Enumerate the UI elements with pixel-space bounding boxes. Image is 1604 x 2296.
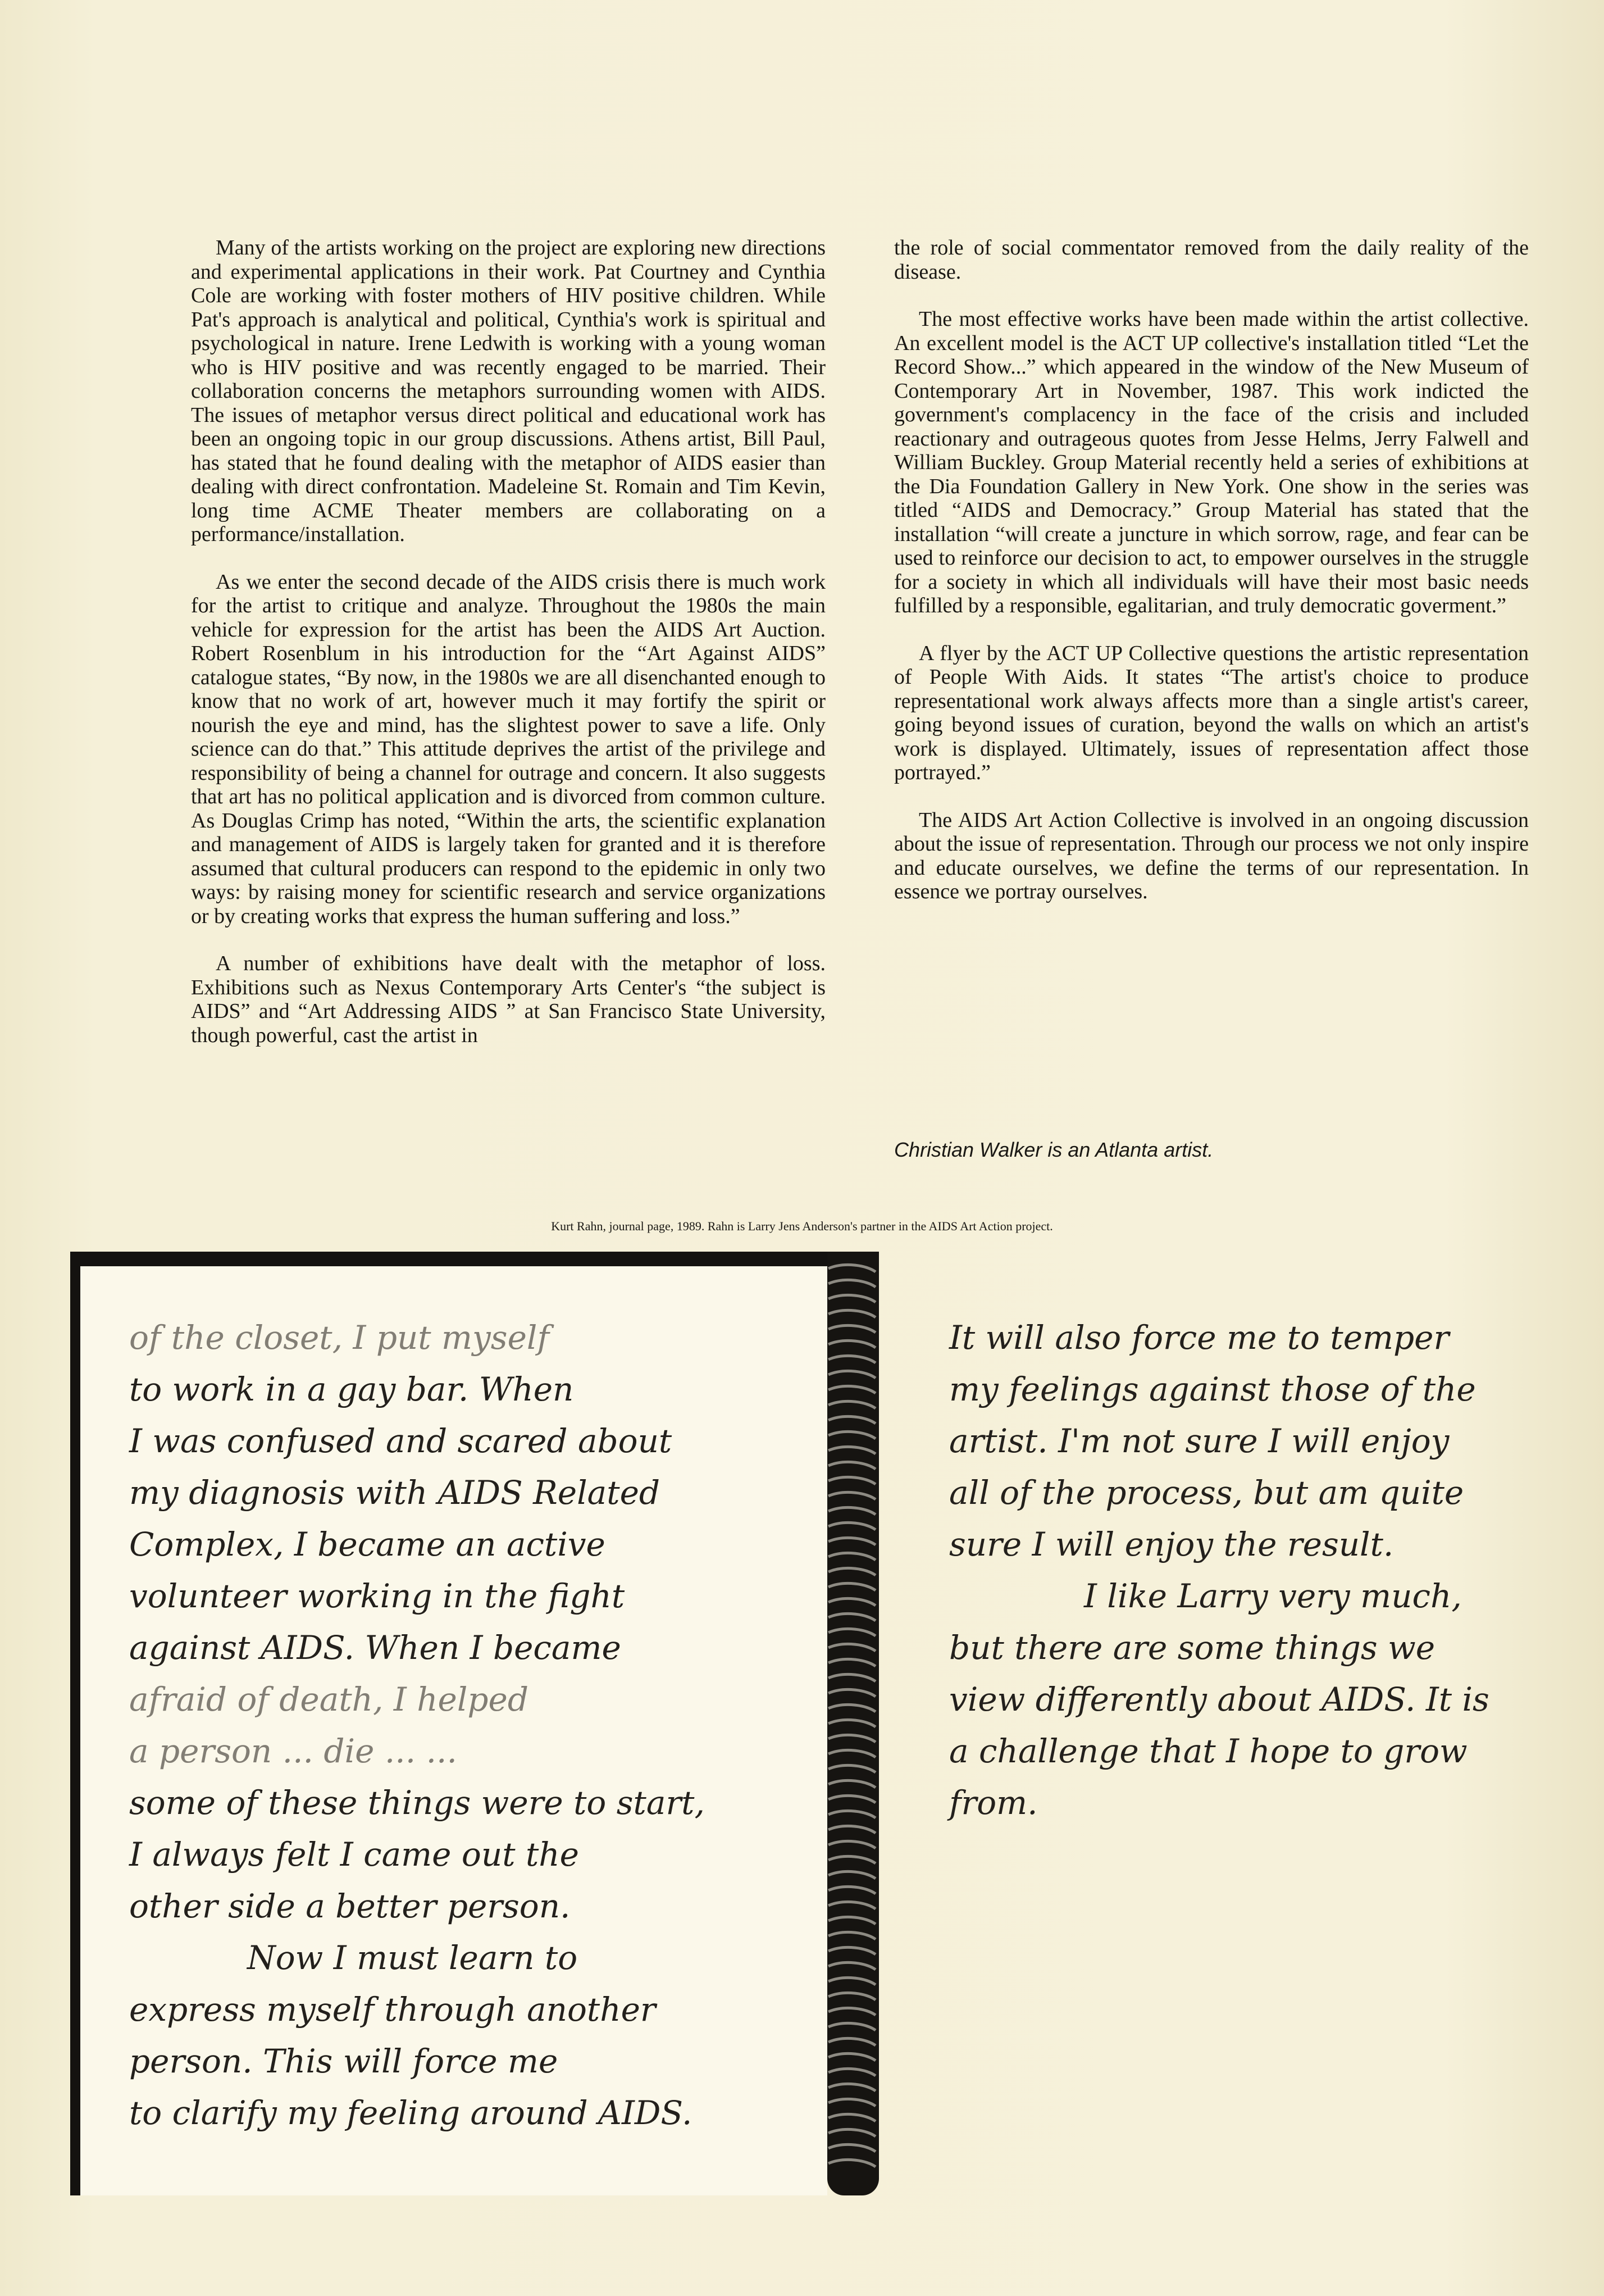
handwritten-line: my feelings against those of the (949, 1370, 1476, 1408)
article-paragraph: A number of exhibitions have dealt with the metaphor of loss. Exhibitions such as Nexus Contemporary Arts Center's “the subject is AIDS” and “Art Addressing AIDS ” at San Francisco State University, though powerful, cast the artist in (191, 952, 826, 1047)
notebook-top-edge (70, 1252, 879, 1266)
handwritten-line: person. This will force me (129, 2042, 558, 2080)
article-paragraph: The AIDS Art Action Collective is involved in an ongoing discussion about the issue of representation. Through our process we not only inspire and educate ourselves, we define the terms of our representation. In essence we portray ourselves. (894, 808, 1529, 903)
article-left-column (191, 236, 826, 1071)
handwritten-line: view differently about AIDS. It is (949, 1680, 1489, 1718)
article-right-column (894, 236, 1529, 928)
handwritten-line: afraid of death, I helped (129, 1680, 529, 1718)
handwritten-line: I was confused and scared about (129, 1422, 672, 1460)
handwritten-line: volunteer working in the fight (129, 1577, 625, 1615)
handwritten-line: to work in a gay bar. When (129, 1370, 574, 1408)
journal-handwriting-right (949, 1312, 1595, 1829)
journal-handwriting-left (129, 1312, 848, 2139)
handwritten-line: other side a better person. (129, 1887, 571, 1925)
article-paragraph: The most effective works have been made within the artist collective. An excellent model is the ACT UP collective's installation titled “Let the Record Show...” which appeared in the window of the New Museum of Contemporary Art in November, 1987. This work indicted the government's complacency in the face of the crisis and included reactionary and outrageous quotes from Jesse Helms, Jerry Falwell and William Buckley. Group Material recently held a series of exhibitions at the Dia Foundation Gallery in New York. One show in the series was titled “AIDS and Democracy.” Group Material has stated that the installation “will create a juncture in which sorrow, rage, and fear can be used to reinforce our decision to act, to empower ourselves in the struggle for a society in which all individuals will have their most basic needs fulfilled by a responsible, egalitarian, and truly democratic goverment.” (894, 307, 1529, 617)
article-paragraph: As we enter the second decade of the AIDS crisis there is much work for the artist to critique and analyze. Throughout the 1980s the main vehicle for expression for the artist has been the AIDS Art Auction. Robert Rosenblum in his introduction for the “Art Against AIDS” catalogue states, “By now, in the 1980s we are all disenchanted enough to know that no work of art, however much it may fortify the spirit or nourish the eye and mind, has the slightest power to save a life. Only science can do that.” This attitude deprives the artist of the privilege and responsibility of being a channel for outrage and concern. It also suggests that art has no political application and is divorced from common culture. As Douglas Crimp has noted, “Within the arts, the scientific explanation and management of AIDS is largely taken for granted and it is therefore assumed that cultural producers can respond to the epidemic in only two ways: by raising money for scientific research and service organizations or by creating works that express the human suffering and loss.” (191, 570, 826, 928)
handwritten-line: a person ... die ... ... (129, 1732, 457, 1770)
handwritten-line: all of the process, but am quite (949, 1474, 1464, 1512)
handwritten-line: my diagnosis with AIDS Related (129, 1474, 660, 1512)
handwritten-line: express myself through another (129, 1990, 656, 2029)
article-paragraph: A flyer by the ACT UP Collective questions the artistic representation of People With Aids. It states “The artist's choice to produce representational work always affects more than a single artist's career, going beyond issues of curation, beyond the walls on which an artist's work is displayed. Ultimately, issues of representation affect those portrayed.” (894, 641, 1529, 784)
handwritten-line: sure I will enjoy the result. (949, 1525, 1394, 1563)
notebook-left-edge (70, 1252, 80, 2195)
handwritten-line: artist. I'm not sure I will enjoy (949, 1422, 1450, 1460)
handwritten-line: Complex, I became an active (129, 1525, 605, 1563)
handwritten-line: It will also force me to temper (949, 1319, 1450, 1357)
handwritten-line: against AIDS. When I became (129, 1629, 621, 1667)
author-byline: Christian Walker is an Atlanta artist. (894, 1138, 1214, 1161)
handwritten-line: a challenge that I hope to grow (949, 1732, 1468, 1770)
handwritten-line: some of these things were to start, (129, 1784, 705, 1822)
article-paragraph: the role of social commentator removed from the daily reality of the disease. (894, 236, 1529, 284)
handwritten-line: from. (949, 1784, 1038, 1822)
article-paragraph: Many of the artists working on the project are exploring new directions and experimental applications in their work. Pat Courtney and Cynthia Cole are working with foster mothers of HIV positive children. While Pat's approach is analytical and political, Cynthia's work is spiritual and psychological in nature. Irene Ledwith is working with a young woman who is HIV positive and was recently engaged to be married. Their collaboration concerns the metaphors surrounding women with AIDS. The issues of metaphor versus direct political and educational work has been an ongoing topic in our group discussions. Athens artist, Bill Paul, has stated that he found dealing with the metaphor of AIDS easier than dealing with direct confrontation. Madeleine St. Romain and Tim Kevin, long time ACME Theater members are collaborating on a performance/installation. (191, 236, 826, 546)
handwritten-line: I always felt I came out the (129, 1835, 579, 1874)
image-caption: Kurt Rahn, journal page, 1989. Rahn is Larry Jens Anderson's partner in the AIDS Art Action project. (551, 1219, 1053, 1233)
handwritten-line: to clarify my feeling around AIDS. (129, 2094, 692, 2132)
handwritten-line: but there are some things we (949, 1629, 1436, 1667)
handwritten-line: of the closet, I put myself (129, 1319, 549, 1357)
handwritten-line: I like Larry very much, (1084, 1577, 1462, 1615)
handwritten-line: Now I must learn to (247, 1939, 578, 1977)
